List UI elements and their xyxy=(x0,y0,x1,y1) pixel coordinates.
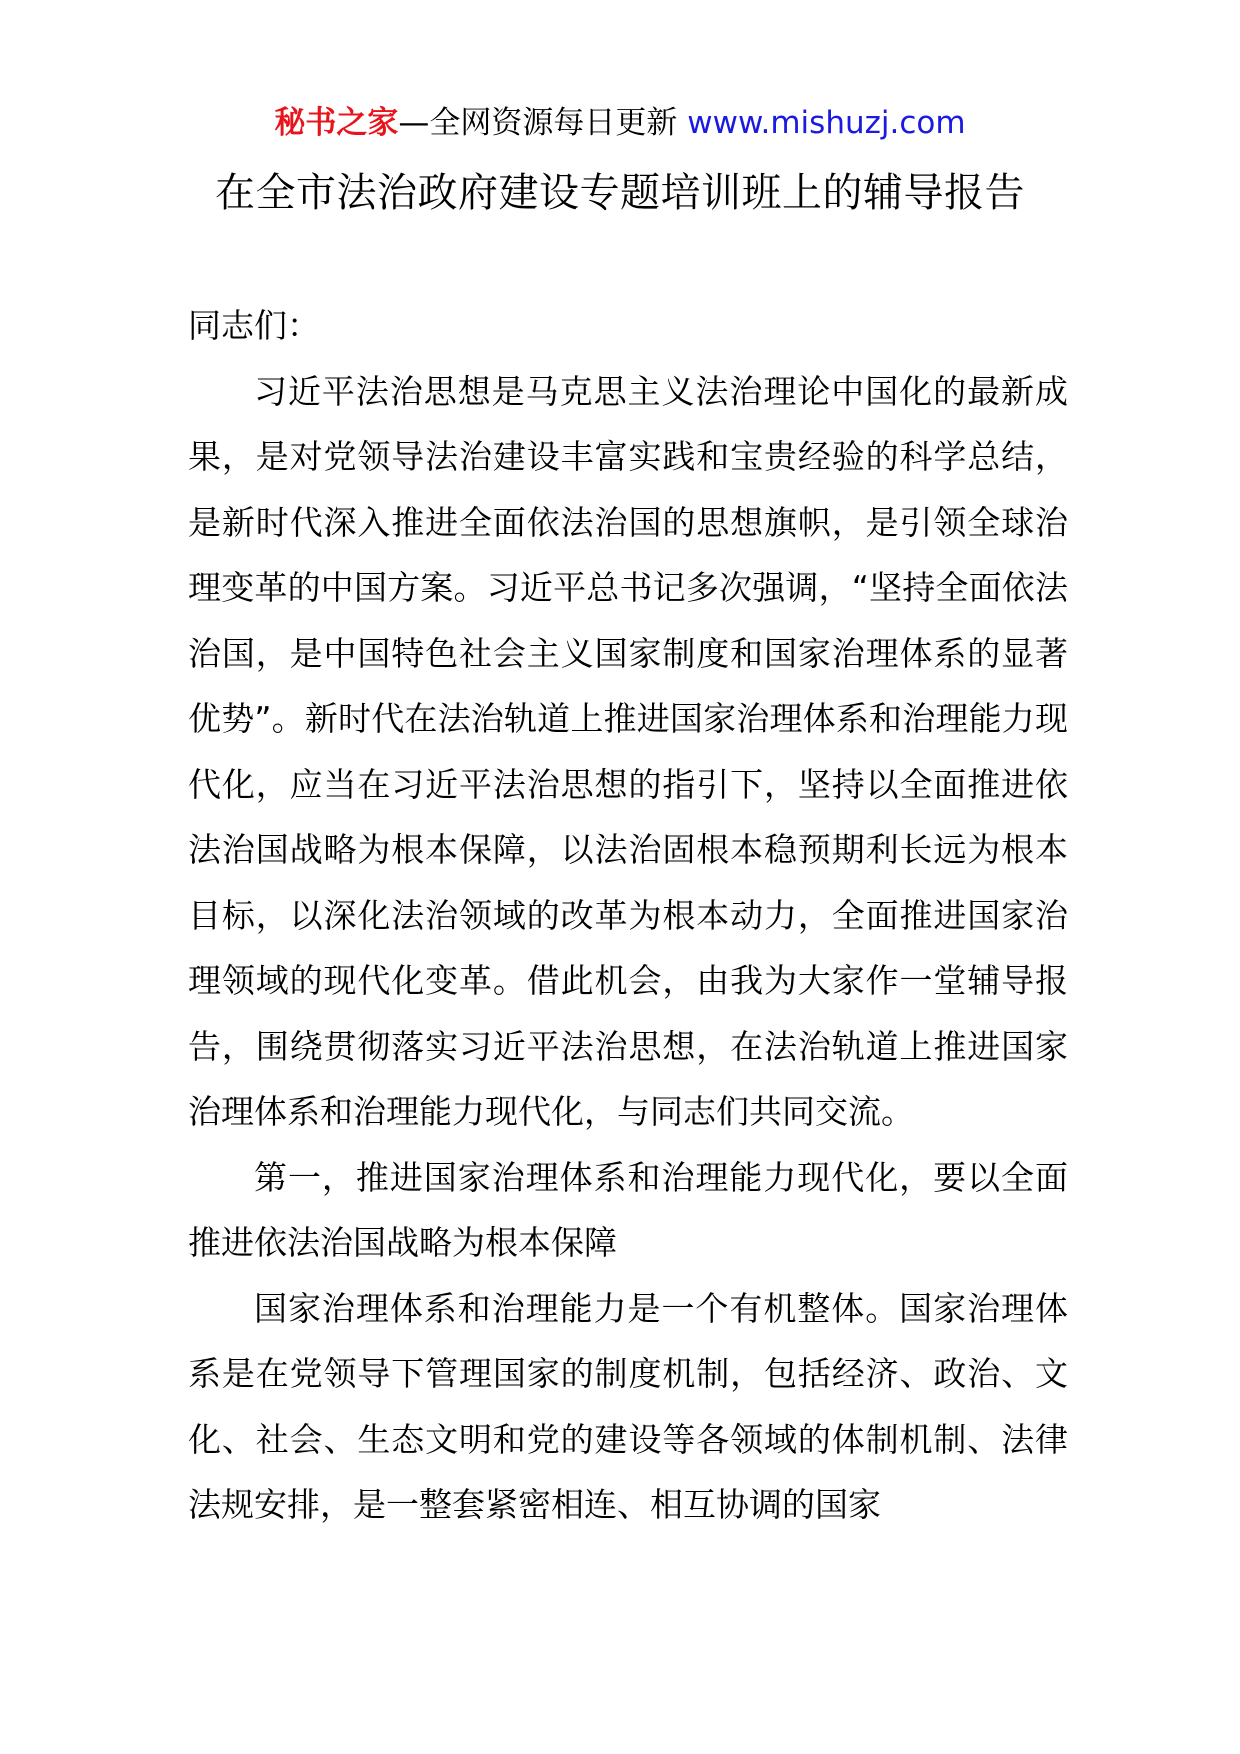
paragraph: 习近平法治思想是马克思主义法治理论中国化的最新成果，是对党领导法治建设丰富实践和宝贵经验的科学总结，是新时代深入推进全面依法治国的思想旗帜，是引领全球治理变革的中国方案。习近平总书记多次强调，“坚持全面依法治国，是中国特色社会主义国家制度和国家治理体系的显著优势”。新时代在法治轨道上推进国家治理体系和治理能力现代化，应当在习近平法治思想的指引下，坚持以全面推进依法治国战略为根本保障，以法治固根本稳预期利长远为根本目标，以深化法治领域的改革为根本动力，全面推进国家治理领域的现代化变革。借此机会，由我为大家作一堂辅导报告，围绕贯彻落实习近平法治思想，在法治轨道上推进国家治理体系和治理能力现代化，与同志们共同交流。 xyxy=(188,371,1068,1131)
section-heading: 第一，推进国家治理体系和治理能力现代化，要以全面推进依法治国战略为根本保障 xyxy=(188,1157,1068,1262)
salutation: 同志们： xyxy=(188,306,320,345)
paragraph: 国家治理体系和治理能力是一个有机整体。国家治理体系是在党领导下管理国家的制度机制，包括经济、政治、文化、社会、生态文明和党的建设等各领域的体制机制、法律法规安排，是一整套紧密相连、相互协调的国家 xyxy=(188,1288,1068,1524)
document-title: 在全市法治政府建设专题培训班上的辅导报告 xyxy=(215,170,1025,216)
document-body xyxy=(188,293,1068,1538)
site-header xyxy=(0,98,1240,148)
site-tagline: —全网资源每日更新 xyxy=(398,105,678,141)
site-url-link[interactable]: www.mishuzj.com xyxy=(687,105,966,141)
site-name: 秘书之家 xyxy=(274,105,399,141)
